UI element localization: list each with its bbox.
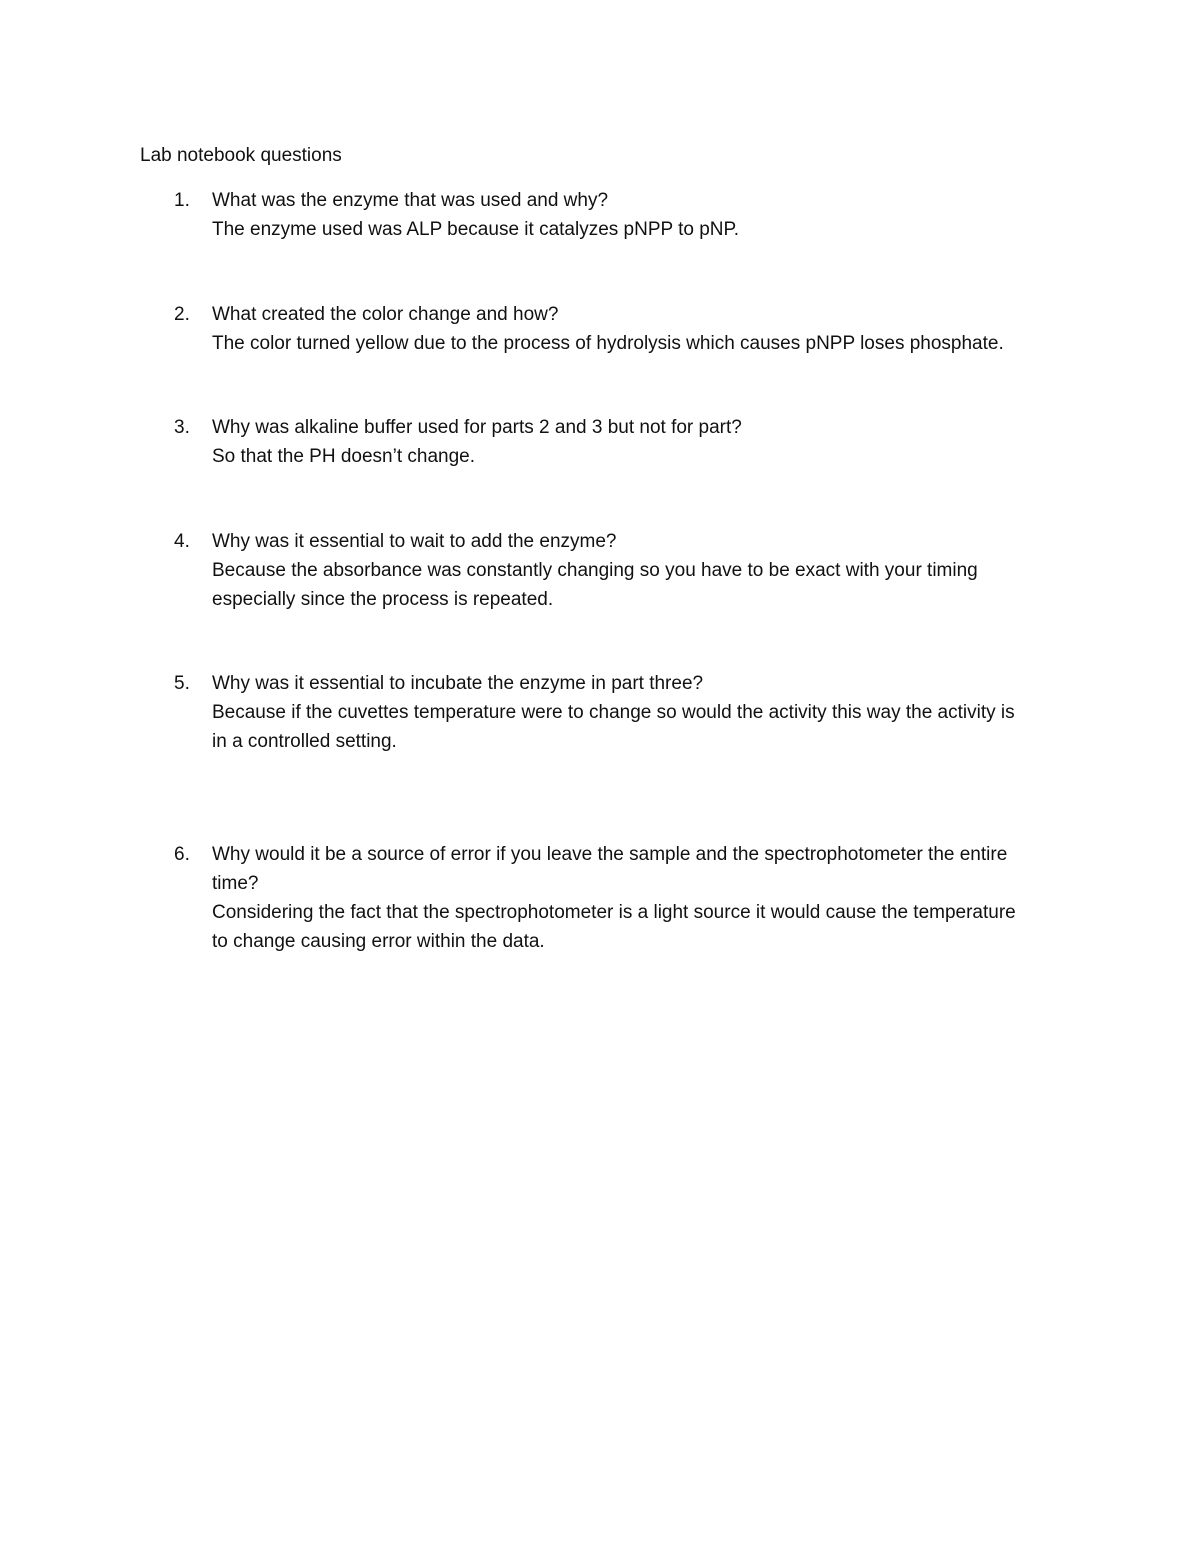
question-text: Why was it essential to incubate the enzyme in part three? <box>212 673 704 694</box>
question-text: What created the color change and how? <box>212 304 559 325</box>
answer-text: Considering the fact that the spectrophotometer is a light source it would cause the temperature <box>212 902 1016 923</box>
document-title: Lab notebook questions <box>140 145 342 166</box>
answer-text: especially since the process is repeated. <box>212 589 554 610</box>
answer-text: So that the PH doesn’t change. <box>212 446 476 467</box>
question-number: 4. <box>174 531 190 552</box>
answer-text: The color turned yellow due to the process of hydrolysis which causes pNPP loses phosphate. <box>212 333 1004 354</box>
question-number: 5. <box>174 673 190 694</box>
question-text: Why was it essential to wait to add the enzyme? <box>212 531 617 552</box>
question-body <box>212 669 1072 756</box>
question-body <box>212 413 1072 471</box>
question-text: What was the enzyme that was used and why? <box>212 190 609 211</box>
answer-text: Because if the cuvettes temperature were to change so would the activity this way the activity is <box>212 702 1015 723</box>
answer-text: The enzyme used was ALP because it catalyzes pNPP to pNP. <box>212 219 740 240</box>
answer-text: Because the absorbance was constantly changing so you have to be exact with your timing <box>212 560 978 581</box>
question-body <box>212 300 1072 358</box>
question-number: 3. <box>174 417 190 438</box>
question-body <box>212 186 1072 244</box>
question-text: time? <box>212 873 259 894</box>
question-number: 1. <box>174 190 190 211</box>
question-body <box>212 527 1072 614</box>
question-text: Why was alkaline buffer used for parts 2 and 3 but not for part? <box>212 417 742 438</box>
question-text: Why would it be a source of error if you leave the sample and the spectrophotometer the entire <box>212 844 1008 865</box>
answer-text: to change causing error within the data. <box>212 931 545 952</box>
answer-text: in a controlled setting. <box>212 731 397 752</box>
question-body <box>212 840 1072 956</box>
question-number: 2. <box>174 304 190 325</box>
question-number: 6. <box>174 844 190 865</box>
